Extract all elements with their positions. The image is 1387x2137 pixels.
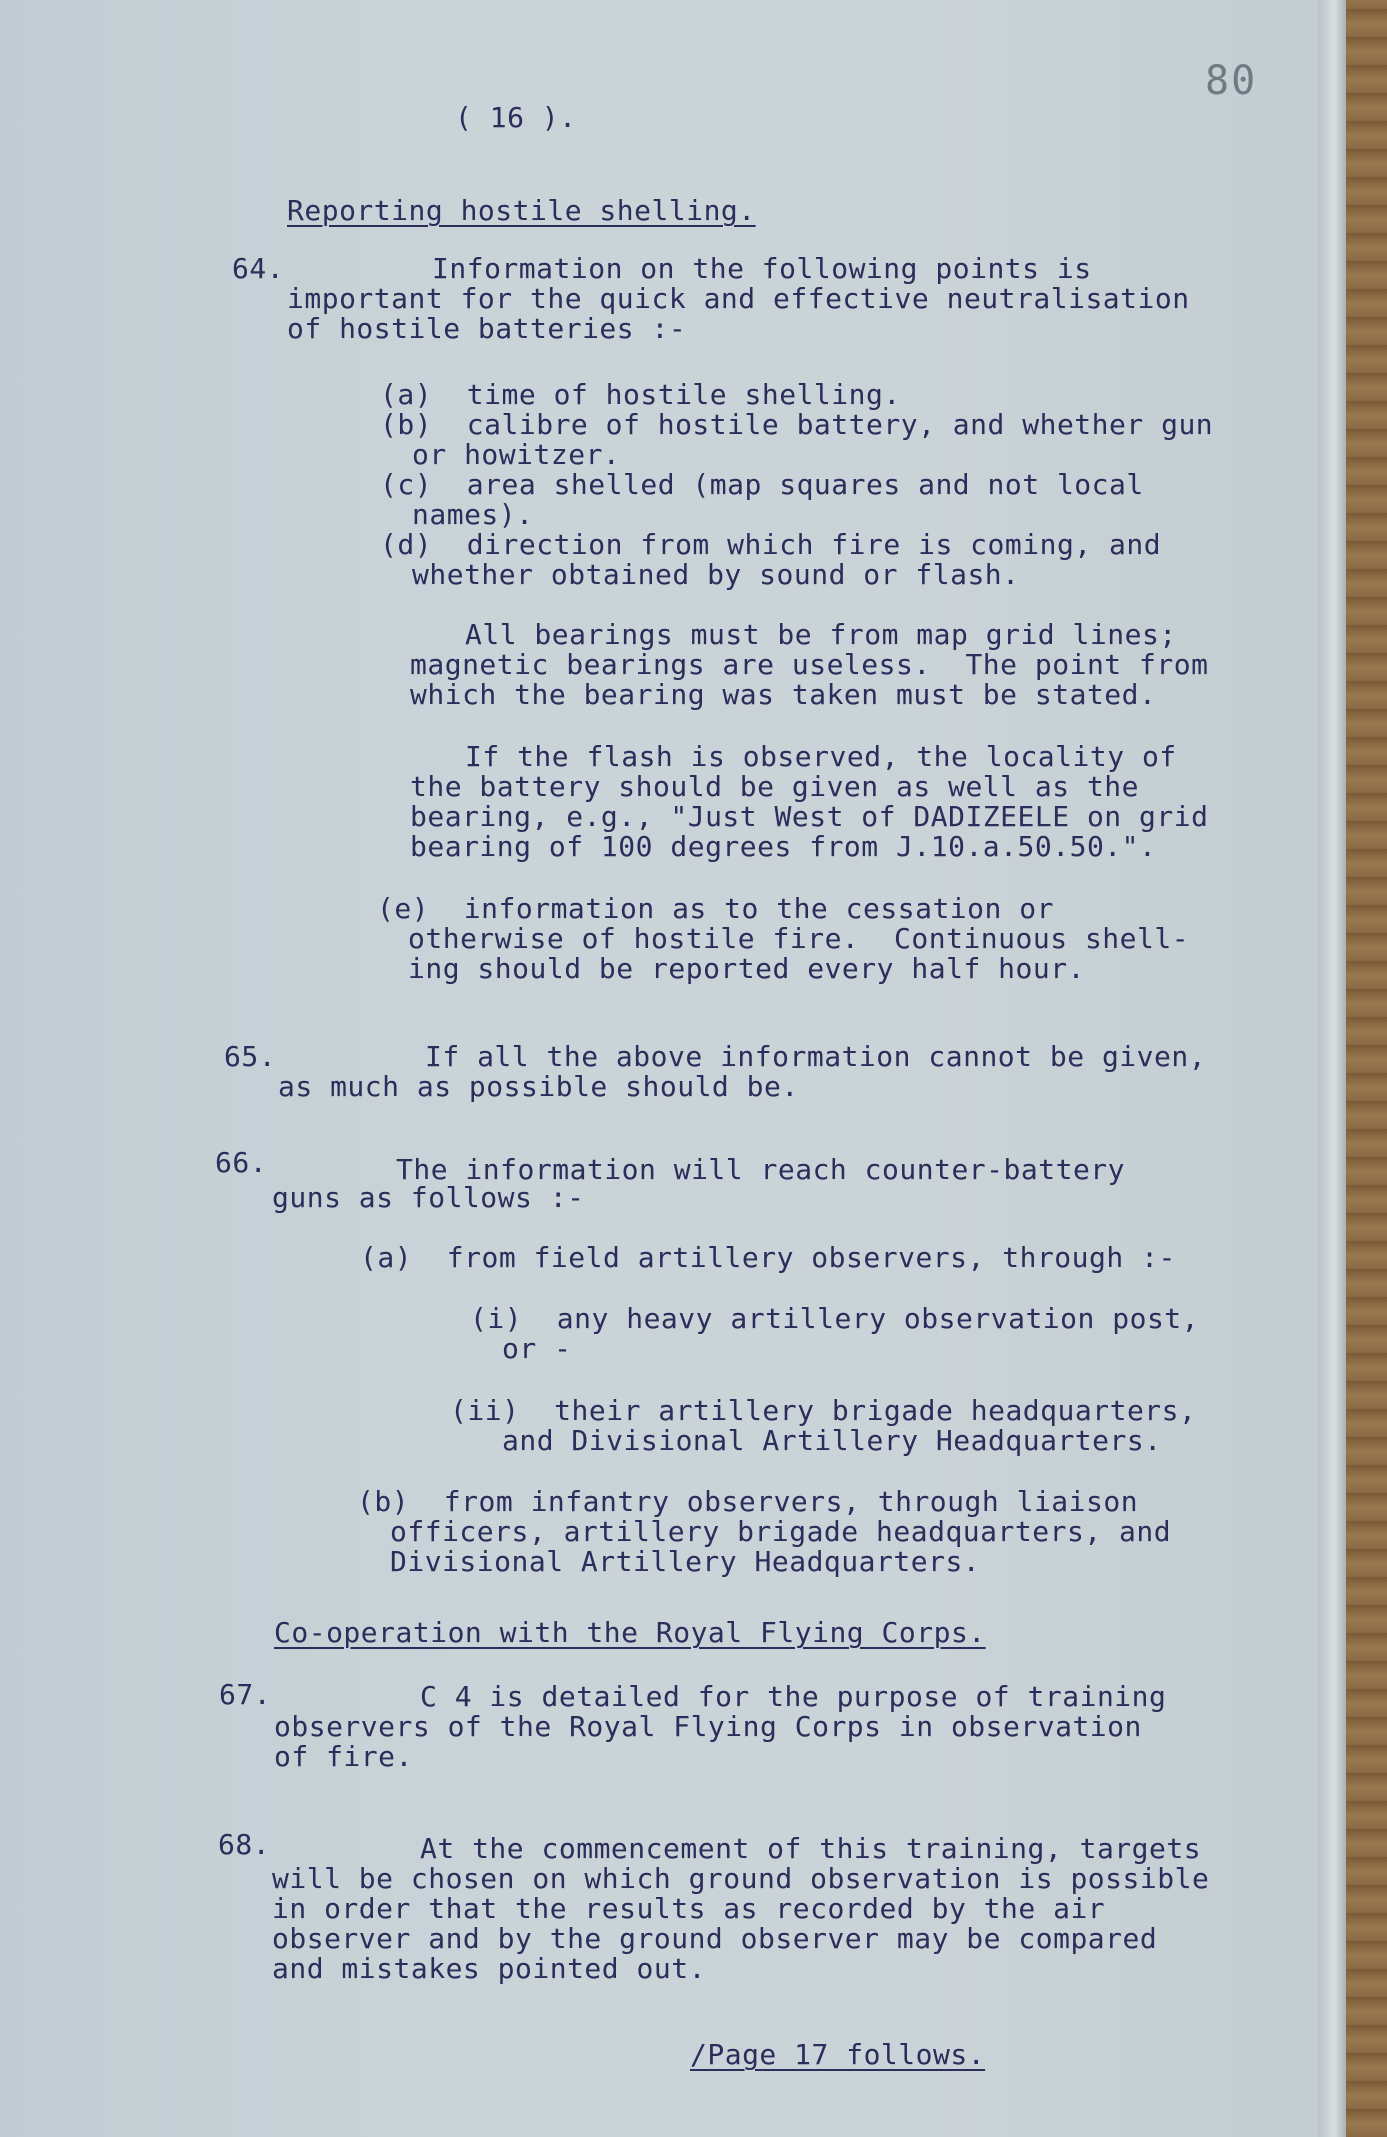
para-68-line: At the commencement of this training, targets [420, 1832, 1202, 1865]
para-64-line: of hostile batteries :- [287, 312, 687, 345]
flash-line: bearing of 100 degrees from J.10.a.50.50.". [410, 830, 1157, 863]
para-68-number: 68. [218, 1828, 271, 1861]
page-edge [1318, 0, 1346, 2137]
para-68-line: in order that the results as recorded by the air [272, 1892, 1106, 1925]
para-67-number: 67. [219, 1678, 272, 1711]
desk-surface [1346, 0, 1387, 2137]
item-66-ii-continued: and Divisional Artillery Headquarters. [502, 1424, 1162, 1457]
para-65-line: If all the above information cannot be given, [425, 1040, 1207, 1073]
page-follows-note: /Page 17 follows. [690, 2038, 986, 2071]
bearings-line: magnetic bearings are useless. The point from [410, 648, 1209, 681]
para-66-line: guns as follows :- [272, 1181, 585, 1214]
stamp-number: 80 [1205, 58, 1258, 104]
para-65-number: 65. [224, 1040, 277, 1073]
item-a: (a) time of hostile shelling. [380, 378, 901, 411]
para-68-line: and mistakes pointed out. [272, 1952, 706, 1985]
heading-reporting-hostile-shelling: Reporting hostile shelling. [287, 194, 756, 227]
item-66-b-continued: officers, artillery brigade headquarters, and [390, 1515, 1172, 1548]
item-e-continued: ing should be reported every half hour. [408, 952, 1085, 985]
heading-cooperation-rfc: Co-operation with the Royal Flying Corps. [274, 1616, 986, 1649]
item-c: (c) area shelled (map squares and not local [380, 468, 1144, 501]
para-66-line: The information will reach counter-battery [396, 1153, 1126, 1186]
bearings-line: All bearings must be from map grid lines; [465, 618, 1177, 651]
para-66-number: 66. [215, 1146, 268, 1179]
flash-line: If the flash is observed, the locality of [465, 740, 1177, 773]
item-e: (e) information as to the cessation or [377, 892, 1054, 925]
item-e-continued: otherwise of hostile fire. Continuous shell- [408, 922, 1190, 955]
flash-line: the battery should be given as well as the [410, 770, 1140, 803]
flash-line: bearing, e.g., "Just West of DADIZEELE on grid [410, 800, 1209, 833]
para-65-line: as much as possible should be. [278, 1070, 799, 1103]
item-b: (b) calibre of hostile battery, and whether gun [380, 408, 1214, 441]
item-66-b: (b) from infantry observers, through liaison [357, 1485, 1139, 1518]
para-67-line: C 4 is detailed for the purpose of training [420, 1680, 1167, 1713]
para-64-line: Information on the following points is [432, 252, 1092, 285]
para-64-number: 64. [232, 252, 285, 285]
page-marker: ( 16 ). [455, 101, 577, 134]
para-67-line: of fire. [274, 1740, 413, 1773]
item-c-continued: names). [412, 498, 534, 531]
para-67-line: observers of the Royal Flying Corps in observation [274, 1710, 1142, 1743]
item-66-a: (a) from field artillery observers, through :- [360, 1241, 1176, 1274]
para-68-line: observer and by the ground observer may be compared [272, 1922, 1158, 1955]
item-66-i-continued: or - [502, 1332, 572, 1365]
para-68-line: will be chosen on which ground observation is possible [272, 1862, 1210, 1895]
item-b-continued: or howitzer. [412, 438, 621, 471]
item-d-continued: whether obtained by sound or flash. [412, 558, 1020, 591]
item-66-ii: (ii) their artillery brigade headquarters, [450, 1394, 1197, 1427]
para-64-line: important for the quick and effective neutralisation [287, 282, 1190, 315]
bearings-line: which the bearing was taken must be stated. [410, 678, 1157, 711]
item-d: (d) direction from which fire is coming, and [380, 528, 1162, 561]
item-66-b-continued: Divisional Artillery Headquarters. [390, 1545, 981, 1578]
item-66-i: (i) any heavy artillery observation post, [470, 1302, 1200, 1335]
